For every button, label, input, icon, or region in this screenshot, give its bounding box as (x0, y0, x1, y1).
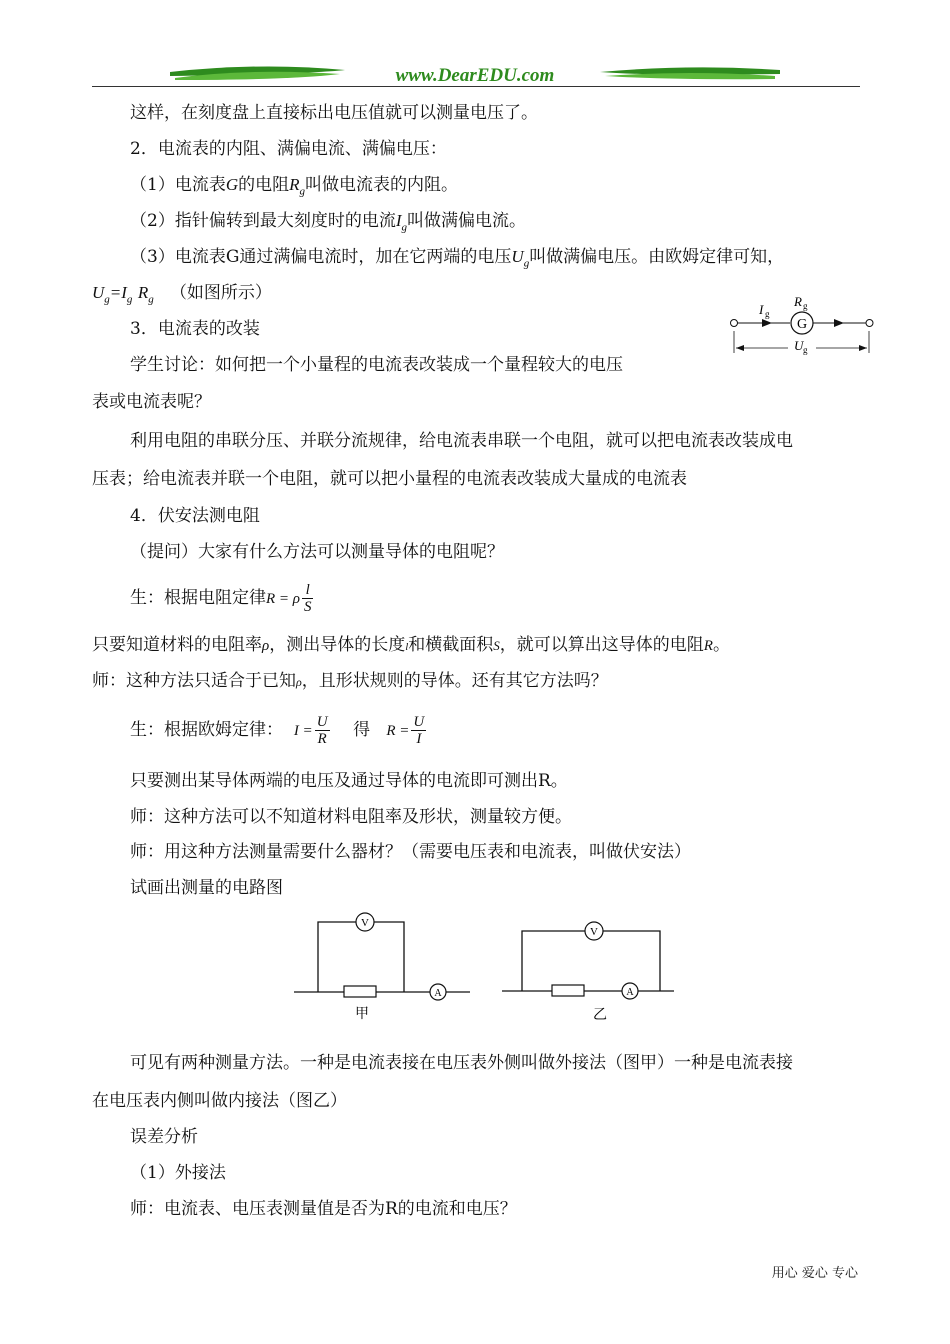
text-line: 只要知道材料的电阻率ρ，测出导体的长度l和横截面积S，就可以算出这导体的电阻R。 (92, 635, 730, 655)
text-line: 在电压表内侧叫做内接法（图乙） (92, 1091, 347, 1111)
text-line: 压表；给电流表并联一个电阻，就可以把小量程的电流表改装成大量成的电流表 (92, 469, 687, 489)
text-line: 可见有两种测量方法。一种是电流表接在电压表外侧叫做外接法（图甲）一种是电流表接 (130, 1053, 793, 1073)
text-line: 试画出测量的电路图 (130, 878, 283, 898)
text-line: （3）电流表G通过满偏电流时，加在它两端的电压$U_g$叫做满偏电压。由欧姆定律可知， (130, 247, 785, 270)
ammeter-label: A (626, 987, 634, 998)
resistance-label: R (794, 294, 802, 309)
text-line: 师：这种方法只适合于已知ρ，且形状规则的导体。还有其它方法吗？ (92, 671, 608, 691)
resistor-symbol (552, 985, 584, 996)
galvanometer-label: G (796, 317, 808, 332)
text-line: 师：这种方法可以不知道材料电阻率及形状，测量较方便。 (130, 807, 572, 827)
section-heading: 4．伏安法测电阻 (130, 506, 260, 526)
text-line: 师：用这种方法测量需要什么器材？（需要电压表和电流表，叫做伏安法） (130, 842, 691, 862)
text-line: 师：电流表、电压表测量值是否为R的电流和电压？ (130, 1199, 517, 1219)
text-line: 表或电流表呢？ (92, 392, 211, 412)
fraction-u-over-r: $\frac{U}{R}$ (316, 714, 328, 747)
text-line: 只要测出某导体两端的电压及通过导体的电流即可测出R。 (130, 771, 568, 791)
text-line: 利用电阻的串联分压、并联分流规律，给电流表串联一个电阻，就可以把电流表改装成电 (130, 431, 793, 451)
circuit-caption: 乙 (593, 1008, 607, 1023)
text-line: （1）外接法 (130, 1163, 226, 1183)
formula-line: $U_g=I_g$ $R_g$ （如图所示） (92, 283, 272, 306)
page-footer: 用心 爱心 专心 (771, 1266, 858, 1281)
formula-line: 生：根据电阻定律R = ρ $\frac{l}{S}$ (130, 582, 312, 615)
text-line: 学生讨论：如何把一个小量程的电流表改装成一个量程较大的电压 (130, 355, 623, 375)
voltmeter-label: V (361, 917, 369, 929)
fraction-u-over-i: $\frac{U}{I}$ (413, 714, 425, 747)
circuit-caption: 甲 (355, 1007, 369, 1022)
voltage-subscript: g (803, 345, 808, 355)
text-line: （2）指针偏转到最大刻度时的电流$I_g$叫做满偏电流。 (130, 211, 526, 234)
text-line: 这样，在刻度盘上直接标出电压值就可以测量电压了。 (130, 103, 538, 123)
circuit-external (290, 905, 480, 1025)
section-heading: 误差分析 (130, 1127, 198, 1147)
resistor-symbol (344, 986, 376, 997)
text-line: （提问）大家有什么方法可以测量导体的电阻呢？ (130, 542, 504, 562)
text-line: （1）电流表G的电阻$R_g$叫做电流表的内阻。 (130, 175, 458, 198)
section-heading: 3．电流表的改装 (130, 319, 260, 339)
fraction-l-over-s: $\frac{l}{S}$ (303, 582, 312, 615)
galvanometer-figure (722, 293, 882, 363)
ammeter-label: A (434, 988, 442, 999)
resistance-subscript: g (803, 301, 808, 311)
header-rule (92, 86, 860, 87)
site-logo-text: www.DearEDU.com (395, 65, 555, 86)
voltmeter-label: V (590, 926, 598, 938)
formula-line: 生：根据欧姆定律： I = $\frac{U}{R}$ 得 R = $\frac{U}{I}$ (130, 714, 425, 747)
section-heading: 2．电流表的内阻、满偏电流、满偏电压： (130, 139, 447, 159)
current-subscript: g (765, 309, 770, 319)
current-label: I (759, 302, 764, 317)
circuit-internal (498, 912, 678, 1027)
voltage-label: U (794, 338, 804, 353)
